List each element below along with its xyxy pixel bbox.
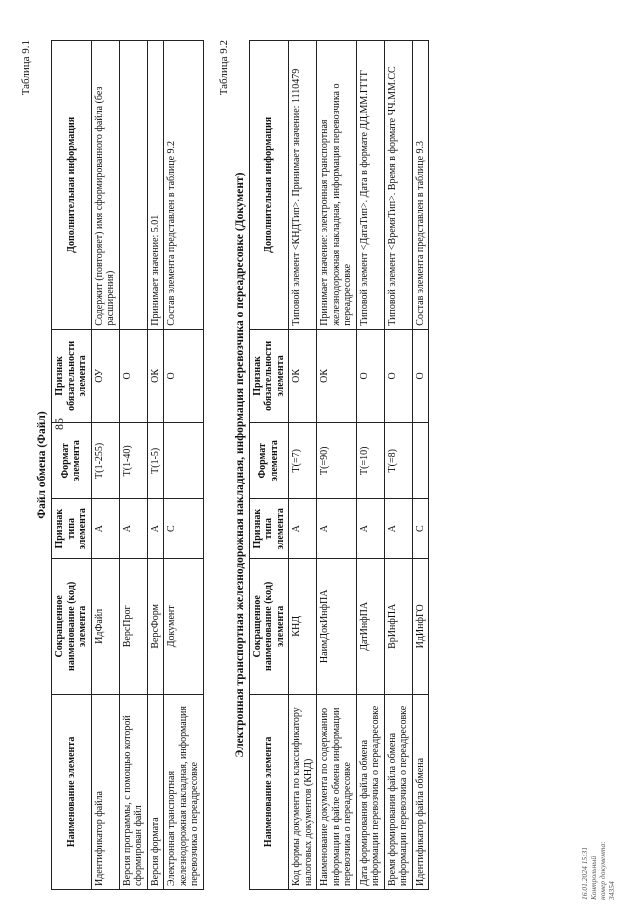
table-cell: А — [147, 499, 164, 558]
table-cell: ОК — [147, 329, 164, 422]
table-row — [147, 41, 164, 890]
table-cell: Версия программы, с помощью которой сформирован файл — [119, 694, 147, 889]
header-cell: Дополнительная информация — [52, 41, 92, 330]
table-header-row — [249, 41, 289, 890]
table-cell: ИдИнфГО — [412, 558, 429, 694]
table-cell: Типовой элемент <ВремяТип>. Время в формате ЧЧ.ММ.СС — [384, 41, 412, 330]
header-cell: Формат элемента — [52, 423, 92, 499]
header-cell: Признак обязательности элемента — [249, 329, 289, 422]
table-cell: ВерсПрог — [119, 558, 147, 694]
header-cell: Признак типа элемента — [249, 499, 289, 558]
table-cell: Типовой элемент <КНДТип>. Принимает значение: 1110479 — [289, 41, 317, 330]
table-header-row — [52, 41, 92, 890]
table-cell: Версия формата — [147, 694, 164, 889]
table-cell: Принимает значение: электронная транспортная железнодорожная накладная, информация перевозчика о переадресовке — [317, 41, 357, 330]
table-cell: Время формирования файла обмена информации перевозчика о переадресовке — [384, 694, 412, 889]
table-row — [384, 41, 412, 890]
table-cell: Содержит (повторяет) имя сформированного файла (без расширения) — [91, 41, 119, 330]
table-row — [356, 41, 384, 890]
table-cell: О — [412, 329, 429, 422]
table-cell: T(1-40) — [119, 423, 147, 499]
table-cell — [412, 423, 429, 499]
table-cell: НаимДокИнфПА — [317, 558, 357, 694]
table-cell: T(1-255) — [91, 423, 119, 499]
table-row — [119, 41, 147, 890]
table-cell: А — [289, 499, 317, 558]
table-cell: КНД — [289, 558, 317, 694]
table-cell: А — [384, 499, 412, 558]
table-cell: Документ — [164, 558, 204, 694]
table-caption-1: Таблица 9.1 — [20, 40, 32, 96]
table-cell: А — [317, 499, 357, 558]
header-cell: Наименование элемента — [249, 694, 289, 889]
table-cell: ОК — [317, 329, 357, 422]
table-cell: T(=7) — [289, 423, 317, 499]
table-cell: Состав элемента представлен в таблице 9.2 — [164, 41, 204, 330]
table-cell: О — [356, 329, 384, 422]
header-cell: Признак обязательности элемента — [52, 329, 92, 422]
table-row — [289, 41, 317, 890]
table-cell: А — [91, 499, 119, 558]
table-cell: Идентификатор файла — [91, 694, 119, 889]
table-title-1: Файл обмена (Файл) — [36, 411, 48, 519]
table-cell: ИдФайл — [91, 558, 119, 694]
header-cell: Сокращенное наименование (код) элемента — [52, 558, 92, 694]
table-cell: T(=8) — [384, 423, 412, 499]
table-cell: Электронная транспортная железнодорожная накладная, информация перевозчика о переадресовке — [164, 694, 204, 889]
page-number: 85 — [52, 418, 66, 430]
rotated-page-content — [0, 34, 610, 904]
table-cell: ОУ — [91, 329, 119, 422]
table-cell: T(=10) — [356, 423, 384, 499]
table-cell: О — [164, 329, 204, 422]
table-cell: Типовой элемент <ДатаТип>. Дата в формате ДД.ММ.ГГГГ — [356, 41, 384, 330]
table-cell: А — [119, 499, 147, 558]
table-cell: Идентификатор файла обмена — [412, 694, 429, 889]
table-cell: О — [384, 329, 412, 422]
table-cell — [164, 423, 204, 499]
table-cell: А — [356, 499, 384, 558]
table-cell: ВерсФорм — [147, 558, 164, 694]
table-row — [91, 41, 119, 890]
table-cell: T(=90) — [317, 423, 357, 499]
table-cell: Наименование документа по содержанию информации в файле обмена информации перевозчика о переадресовке — [317, 694, 357, 889]
header-cell: Сокращенное наименование (код) элемента — [249, 558, 289, 694]
table-cell: Код формы документа по классификатору налоговых документов (КНД) — [289, 694, 317, 889]
table-cell — [119, 41, 147, 330]
table-caption-2: Таблица 9.2 — [217, 40, 230, 96]
table-cell: ОК — [289, 329, 317, 422]
footnote — [580, 840, 616, 900]
table-title-2: Электронная транспортная железнодорожная накладная, информация перевозчика о переадресовке (Документ) — [233, 172, 246, 758]
table-cell: Дата формирования файла обмена информации перевозчика о переадресовке — [356, 694, 384, 889]
header-cell: Формат элемента — [249, 423, 289, 499]
footnote-line: Контрольный номер документа: 34354 — [589, 841, 616, 900]
table-cell: С — [412, 499, 429, 558]
table-row — [412, 41, 429, 890]
header-cell: Дополнительная информация — [249, 41, 289, 330]
table-cell: ДатИнфПА — [356, 558, 384, 694]
header-cell: Признак типа элемента — [52, 499, 92, 558]
table-cell: ВрИнфПА — [384, 558, 412, 694]
table-row — [164, 41, 204, 890]
table-cell: Состав элемента представлен в таблице 9.3 — [412, 41, 429, 330]
header-cell: Наименование элемента — [52, 694, 92, 889]
table-file-exchange — [51, 40, 204, 890]
table-cell: О — [119, 329, 147, 422]
table-document — [249, 40, 430, 890]
table-cell: Принимает значение: 5.01 — [147, 41, 164, 330]
table-row — [317, 41, 357, 890]
footnote-line: 16.01.2024 15:31 — [580, 846, 589, 900]
table-cell: С — [164, 499, 204, 558]
table-cell: T(1-5) — [147, 423, 164, 499]
